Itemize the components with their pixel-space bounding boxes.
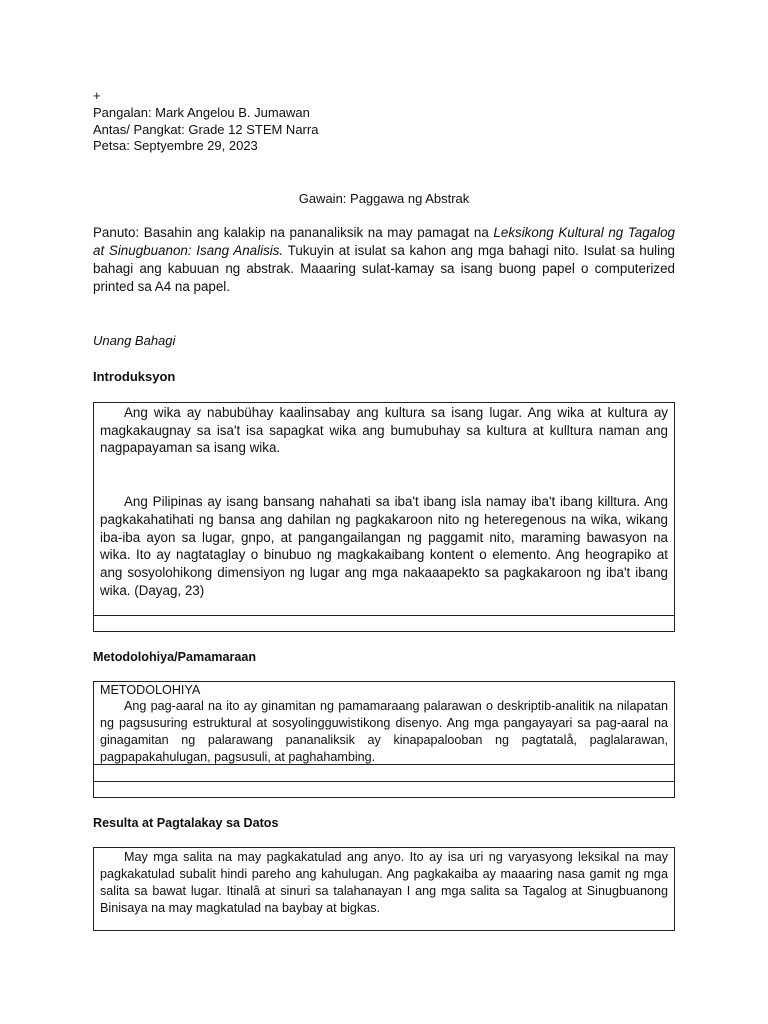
submission-date: Petsa: Septyembre 29, 2023 [93,138,258,153]
intro-paragraph-2: Ang Pilipinas ay isang bansang nahahati sa iba't ibang isla namay iba't ibang killtura. Ang pagkakahatihati ng bansa ang dahilan ng pagkakaroon nito ng heteregenous na wika, wikang iba-iba ayon sa lugar, gnpo, at pangangailangan ng paggamit nito, maraming bawasyon na wika. Ito ay nagtataglay o binubuo ng magkakaibang kontent o elemento. Ang heograpiko at ang sosyolohikong dimensiyon ng lugar ang mga nakaaapekto sa pagkakaroon ng iba't ibang wika. (Dayag, 23) [100,494,668,598]
activity-title: Gawain: Paggawa ng Abstrak [298,191,470,206]
method-label: METODOLOHIYA [100,683,201,697]
plus-mark: + [93,88,101,103]
method-box-divider-1 [94,764,674,765]
method-paragraph: Ang pag-aaral na ito ay ginamitan ng pamamaraang palarawan o deskriptib-analitik na nilapatan ng pagsusuring estruktural at sosyolingguwistikong disenyo. Ang mga pangayayari sa pag-aaral na ginagamitan ng palarawang pananaliksik ay kinapapalooban ng pagtatalå, paglalarawan, pagpapakahulugan, pagsusuli, at paghahambing. [100,699,668,764]
student-name: Pangalan: Mark Angelou B. Jumawan [93,105,310,120]
part-label: Unang Bahagi [93,333,176,348]
instructions-rest: Tukuyin at isulat sa kahon ang mga bahagi nito. Isulat sa huling bahagi ang kabuuan ng abstrak. Maaaring sulat-kamay sa isang buong papel o computerized printed sa A4 na papel. [93,243,675,294]
instructions-lead: Panuto: Basahin ang kalakip na pananaliksik na may pamagat na [93,225,494,240]
intro-box-divider [94,615,674,616]
method-box [93,681,675,798]
section-heading-intro: Introduksyon [93,369,176,384]
method-box-divider-2 [94,781,674,782]
results-paragraph: May mga salita na may pagkakatulad ang anyo. Ito ay isa uri ng varyasyong leksikal na may pagkakatulad subalit hindi pareho ang kahulugan. Ang pagkakaiba ay maaaring nasa gamit ng mga salita sa bawat lugar. Itinalâ at sinuri sa talahanayan I ang mga salita sa Tagalog at Sinugbuanong Binisaya na may magkatulad na baybay at bigkas. [100,850,668,915]
section-heading-results: Resulta at Pagtalakay sa Datos [93,816,279,830]
instructions [93,224,675,296]
intro-paragraph-1: Ang wika ay nabubühay kaalinsabay ang kultura sa isang lugar. Ang wika at kultura ay magkakaugnay sa isa't isa sapagkat wika ang bumubuhay sa kultura at kulltura naman ang nagpapayaman sa isang wika. [100,405,668,456]
research-title: Leksikong Kultural ng Tagalog at Sinugbuanon: Isang Analisis. [93,225,675,258]
results-box [93,847,675,931]
section-heading-method: Metodolohiya/Pamamaraan [93,650,257,664]
intro-box [93,402,675,632]
student-grade: Antas/ Pangkat: Grade 12 STEM Narra [93,122,319,137]
